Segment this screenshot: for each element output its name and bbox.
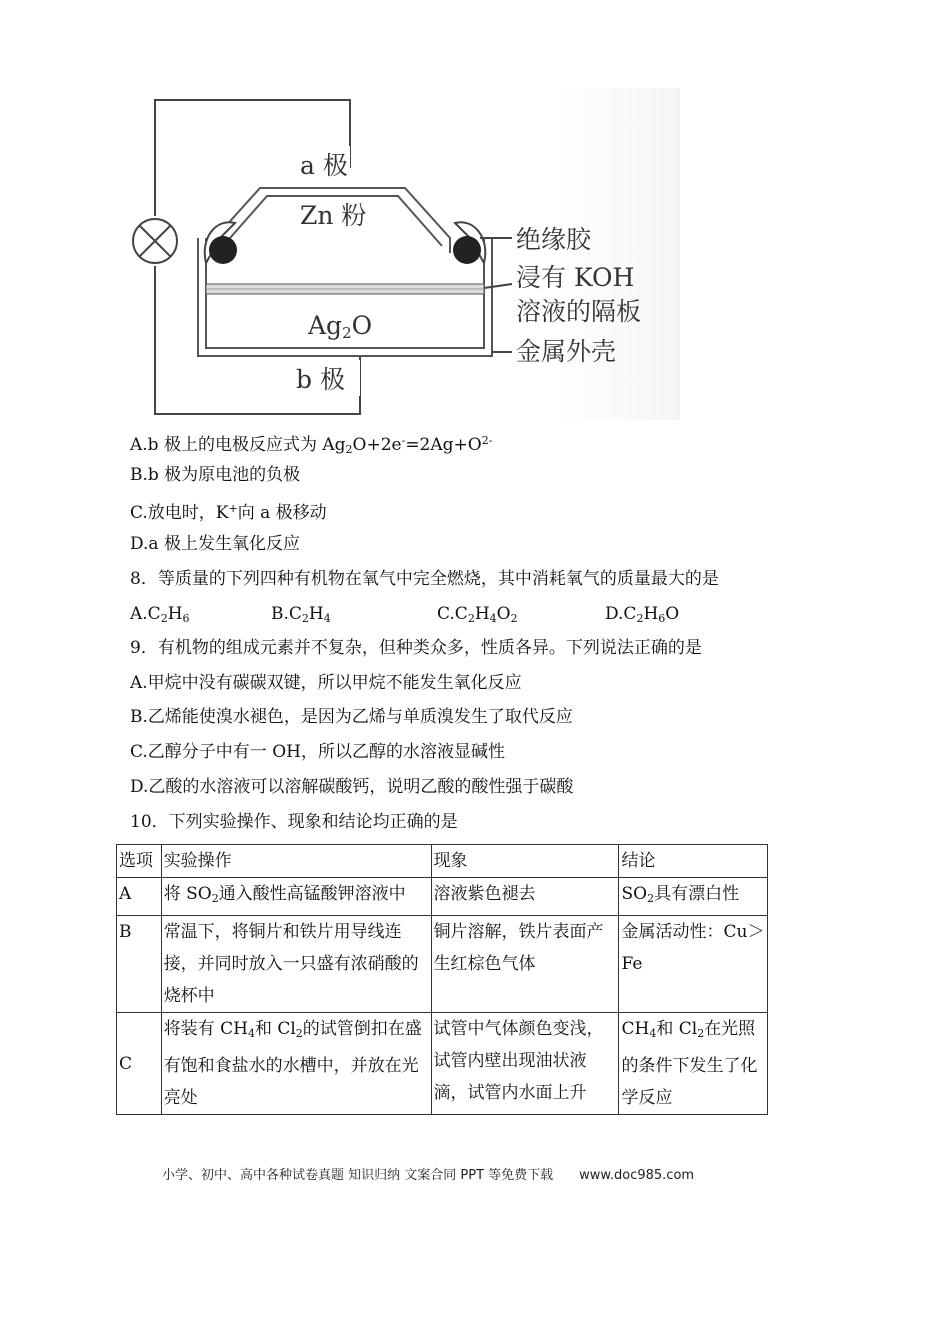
q10-table: [116, 844, 768, 1115]
q9-option-b: B.乙烯能使溴水褪色，是因为乙烯与单质溴发生了取代反应: [130, 707, 573, 727]
table-row: [117, 1013, 768, 1115]
row-c-option: C: [117, 1013, 162, 1115]
header-option: 选项: [117, 845, 162, 878]
callout-koh: 浸有 KOH: [516, 263, 635, 292]
row-b-phenomenon: 铜片溶解，铁片表面产生红棕色气体: [431, 916, 619, 1013]
table-row: [117, 916, 768, 1013]
q10-stem: 10．下列实验操作、现象和结论均正确的是: [130, 812, 458, 832]
q8-option-b: $B.C_2H_4$: [271, 604, 331, 625]
q8-option-a: $A.C_2H_6$: [130, 604, 190, 625]
q8-option-d: $D.C_2H_6O$: [605, 604, 680, 625]
q7-option-b: B.b 极为原电池的负极: [130, 465, 301, 485]
q7-option-a: A.b 极上的电极反应式为 $Ag_2O+2e^-=2Ag+O^{2-}$: [130, 434, 493, 456]
q9-option-a: A.甲烷中没有碳碳双键，所以甲烷不能发生氧化反应: [130, 673, 522, 693]
label-ag2o: Ag2O: [308, 311, 373, 342]
q9-stem: 9．有机物的组成元素并不复杂，但种类众多，性质各异。下列说法正确的是: [130, 638, 702, 658]
row-b-conclusion: 金属活动性：Cu＞Fe: [619, 916, 768, 1013]
row-a-conclusion: $SO_2$具有漂白性: [619, 878, 768, 916]
callout-separator: 溶液的隔板: [516, 297, 642, 326]
row-b-operation: 常温下，将铜片和铁片用导线连接，并同时放入一只盛有浓硝酸的烧杯中: [161, 916, 431, 1013]
row-c-operation: 将装有 $CH_4$和 $Cl_2$的试管倒扣在盛有饱和食盐水的水槽中，并放在光亮处: [161, 1013, 431, 1115]
callout-insulating-glue: 绝缘胶: [516, 225, 592, 254]
q9-option-c: C.乙醇分子中有一 OH，所以乙醇的水溶液显碱性: [130, 742, 505, 762]
table-header-row: [117, 845, 768, 878]
insulating-glue-left: [205, 222, 237, 264]
insulating-glue-right: [453, 222, 485, 264]
header-conclusion: 结论: [619, 845, 768, 878]
q8-option-c: $C.C_2H_4O_2$: [437, 604, 518, 625]
label-a-pole: a 极: [300, 151, 348, 180]
row-a-operation: 将 $SO_2$通入酸性高锰酸钾溶液中: [161, 878, 431, 916]
row-a-option: A: [117, 878, 162, 916]
label-b-pole: b 极: [296, 365, 345, 394]
callout-metal-shell: 金属外壳: [516, 337, 617, 366]
battery-diagram-svg: [120, 88, 680, 420]
q7-option-c: C.放电时，K+向 a 极移动: [130, 502, 327, 523]
row-a-phenomenon: 溶液紫色褪去: [431, 878, 619, 916]
battery-diagram: [120, 88, 680, 420]
footer-text: 小学、初中、高中各种试卷真题 知识归纳 文案合同 PPT 等免费下载: [162, 1168, 554, 1183]
lamp-icon: [133, 219, 177, 263]
page-footer: [162, 1164, 694, 1183]
q9-option-d: D.乙酸的水溶液可以溶解碳酸钙，说明乙酸的酸性强于碳酸: [130, 777, 574, 797]
table-row: [117, 878, 768, 916]
row-b-option: B: [117, 916, 162, 1013]
leader-separator: [484, 284, 512, 288]
q8-stem: 8．等质量的下列四种有机物在氧气中完全燃烧，其中消耗氧气的质量最大的是: [130, 569, 719, 589]
label-zn: Zn 粉: [300, 201, 367, 230]
header-operation: 实验操作: [161, 845, 431, 878]
row-c-conclusion: $CH_4$和 $Cl_2$在光照的条件下发生了化学反应: [619, 1013, 768, 1115]
row-c-phenomenon: 试管中气体颜色变浅，试管内壁出现油状液滴，试管内水面上升: [431, 1013, 619, 1115]
footer-url[interactable]: www.doc985.com: [579, 1168, 695, 1183]
header-phenomenon: 现象: [431, 845, 619, 878]
q7-option-d: D.a 极上发生氧化反应: [130, 534, 300, 554]
